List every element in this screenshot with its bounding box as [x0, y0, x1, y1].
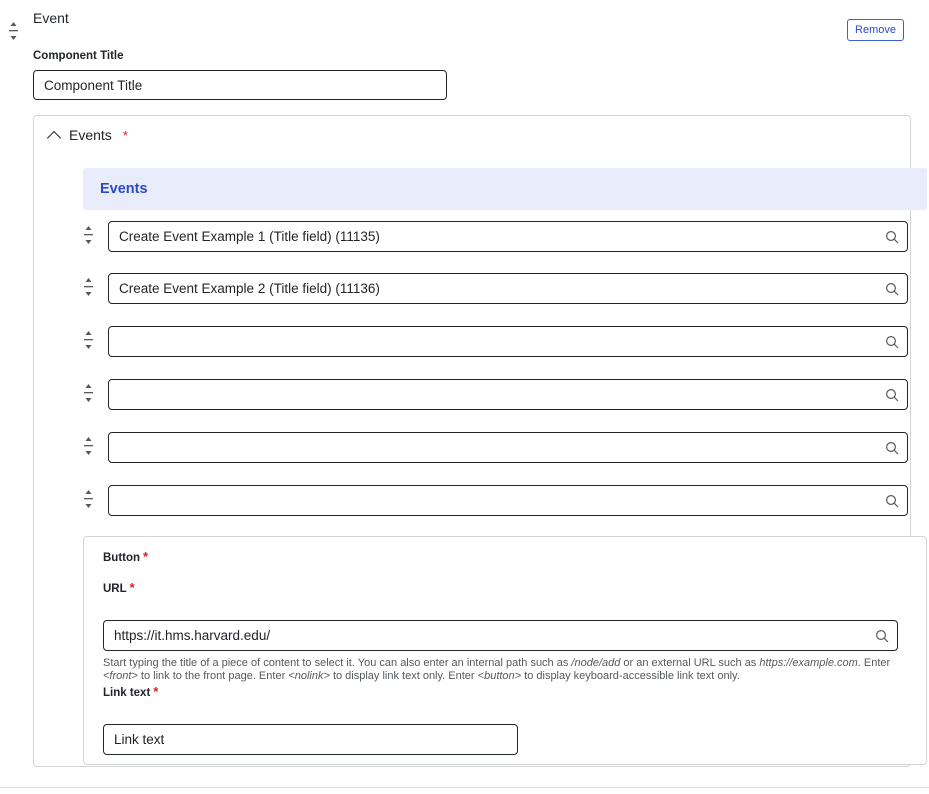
url-help-text: [103, 657, 903, 683]
events-table-header: [83, 168, 927, 210]
url-label-text: URL: [103, 583, 127, 595]
help-suffix: to display keyboard-accessible link text only.: [521, 670, 740, 682]
help-path: /node/add: [571, 657, 621, 669]
drag-vertical-icon[interactable]: [83, 436, 94, 456]
url-input-wrap: [103, 620, 898, 651]
help-url: https://example.com: [759, 657, 858, 669]
event-autocomplete-wrap: [108, 432, 908, 463]
events-details-card: [33, 115, 911, 767]
chevron-up-icon[interactable]: [48, 129, 61, 142]
link-text-input[interactable]: [103, 724, 518, 755]
help-mid1: or an external URL such as: [620, 657, 760, 669]
help-nolink-token: <nolink>: [288, 670, 330, 682]
table-row: [83, 432, 927, 464]
drag-vertical-icon[interactable]: [83, 330, 94, 350]
help-front-token: <front>: [103, 670, 138, 682]
bottom-divider: [0, 787, 929, 788]
event-autocomplete-input[interactable]: [108, 432, 908, 463]
event-autocomplete-wrap: [108, 379, 908, 410]
table-row: [83, 326, 927, 358]
event-autocomplete-wrap: [108, 485, 908, 516]
button-fieldset-legend: [103, 549, 148, 564]
page-title: Event: [33, 10, 69, 26]
link-text-label: [103, 684, 158, 699]
events-table-header-label: Events: [100, 181, 148, 197]
event-autocomplete-wrap: [108, 221, 908, 252]
drag-vertical-icon[interactable]: [83, 383, 94, 403]
help-mid2: . Enter: [857, 657, 891, 669]
link-text-label-text: Link text: [103, 687, 151, 699]
component-header: [0, 0, 929, 46]
table-row: [83, 485, 927, 517]
table-row: [83, 221, 927, 253]
component-title-input[interactable]: [33, 70, 447, 100]
event-autocomplete-input[interactable]: [108, 379, 908, 410]
event-autocomplete-input[interactable]: [108, 326, 908, 357]
event-autocomplete-input[interactable]: [108, 485, 908, 516]
events-summary-label: Events: [69, 127, 112, 143]
required-marker: *: [153, 684, 159, 699]
help-mid4: to display link text only. Enter: [329, 670, 478, 682]
event-autocomplete-wrap: [108, 326, 908, 357]
event-autocomplete-input[interactable]: [108, 221, 908, 252]
help-mid3: to link to the front page. Enter: [137, 670, 289, 682]
help-button-token: <button>: [477, 670, 522, 682]
drag-vertical-icon[interactable]: [83, 277, 94, 297]
component-title-label: Component Title: [33, 50, 124, 62]
events-details-summary[interactable]: [48, 127, 128, 143]
drag-vertical-icon[interactable]: [83, 489, 94, 509]
url-label: [103, 580, 135, 595]
event-autocomplete-input[interactable]: [108, 273, 908, 304]
button-fieldset: [83, 536, 927, 765]
drag-vertical-icon[interactable]: [83, 225, 94, 245]
drag-vertical-icon[interactable]: [8, 21, 19, 41]
help-prefix: Start typing the title of a piece of content to select it. You can also enter an internal path such as: [103, 657, 572, 669]
event-autocomplete-wrap: [108, 273, 908, 304]
required-marker: *: [143, 549, 149, 564]
required-marker: *: [129, 580, 135, 595]
url-input[interactable]: [103, 620, 898, 651]
table-row: [83, 379, 927, 411]
required-marker: *: [122, 127, 128, 143]
button-fieldset-legend-text: Button: [103, 552, 141, 564]
table-row: [83, 273, 927, 305]
remove-button[interactable]: Remove: [847, 19, 904, 41]
